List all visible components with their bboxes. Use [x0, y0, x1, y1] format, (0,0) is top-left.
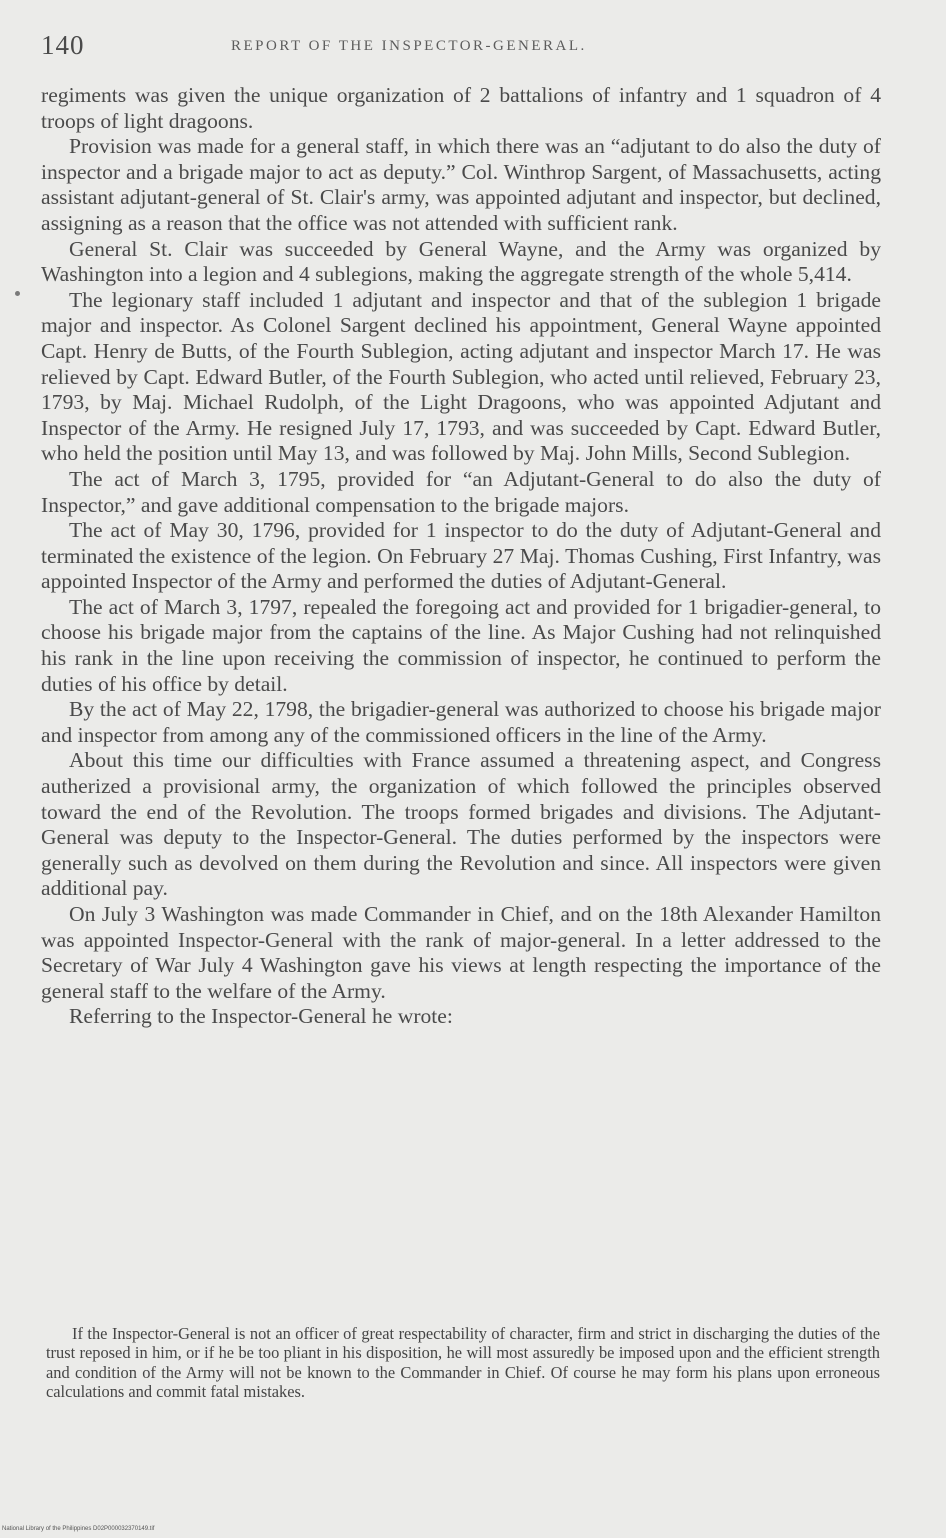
margin-mark: [15, 291, 20, 296]
body-text: [41, 83, 881, 1030]
paragraph: The act of May 30, 1796, provided for 1 inspector to do the duty of Adjutant-General and terminated the existence of the legion. On February 27 Maj. Thomas Cushing, First Infantry, was appointed Inspector of the Army and performed the duties of Adjutant-General.: [41, 518, 881, 594]
paragraph: About this time our difficulties with France assumed a threatening aspect, and Congress autherized a provisional army, the organization of which followed the principles observed toward the end of the Revolution. The troops formed brigades and divisions. The Adjutant-General was deputy to the Inspector-General. The duties performed by the inspectors were generally such as devolved on them during the Revolution and since. All inspectors were given additional pay.: [41, 748, 881, 901]
running-head: REPORT OF THE INSPECTOR-GENERAL.: [231, 38, 587, 54]
paragraph: Referring to the Inspector-General he wrote:: [69, 1004, 453, 1029]
paragraph: regiments was given the unique organization of 2 battalions of infantry and 1 squadron of 4 troops of light dragoons.: [41, 83, 881, 133]
paragraph: The legionary staff included 1 adjutant and inspector and that of the sublegion 1 brigade major and inspector. As Colonel Sargent declined his appointment, General Wayne appointed Capt. Henry de Butts, of the Fourth Sublegion, acting adjutant and inspector March 17. He was relieved by Capt. Edward Butler, of the Fourth Sublegion, who acted until relieved, February 23, 1793, by Maj. Michael Rudolph, of the Light Dragoons, who was appointed Adjutant and Inspector of the Army. He resigned July 17, 1793, and was succeeded by Capt. Edward Butler, who held the position until May 13, and was followed by Maj. John Mills, Second Sublegion.: [41, 287, 881, 466]
paragraph: The act of March 3, 1797, repealed the foregoing act and provided for 1 brigadier-general, to choose his brigade major from the captains of the line. As Major Cushing had not relinquished his rank in the line upon receiving the commission of inspector, he continued to perform the duties of his office by detail.: [41, 594, 881, 696]
paragraph: The act of March 3, 1795, provided for “an Adjutant-General to do also the duty of Inspector,” and gave additional compensation to the brigade majors.: [41, 466, 881, 517]
paragraph: By the act of May 22, 1798, the brigadier-general was authorized to choose his brigade major and inspector from among any of the commissioned officers in the line of the Army.: [41, 697, 881, 747]
block-quote: If the Inspector-General is not an officer of great respectability of character, firm and strict in discharging the duties of the trust reposed in him, or if he be too pliant in his disposition, he will most assuredly be imposed upon and the efficient strength and condition of the Army will not be known to the Commander in Chief. Of course he may form his plans upon erroneous calculations and commit fatal mistakes.: [46, 1324, 880, 1402]
page-number: 140: [41, 30, 85, 60]
scan-footer: National Library of the Philippines D02P000032370149.tif: [2, 1526, 155, 1532]
page-header: [41, 30, 891, 70]
paragraph: Provision was made for a general staff, in which there was an “adjutant to do also the duty of inspector and a brigade major to act as deputy.” Col. Winthrop Sargent, of Massachusetts, acting assistant adjutant-general of St. Clair's army, was appointed adjutant and inspector, but declined, assigning as a reason that the office was not attended with sufficient rank.: [41, 134, 881, 235]
paragraph: General St. Clair was succeeded by General Wayne, and the Army was organized by Washington into a legion and 4 sublegions, making the aggregate strength of the whole 5,414.: [41, 236, 881, 287]
paragraph: On July 3 Washington was made Commander in Chief, and on the 18th Alexander Hamilton was appointed Inspector-General with the rank of major-general. In a letter addressed to the Secretary of War July 4 Washington gave his views at length respecting the importance of the general staff to the welfare of the Army.: [41, 902, 881, 1003]
